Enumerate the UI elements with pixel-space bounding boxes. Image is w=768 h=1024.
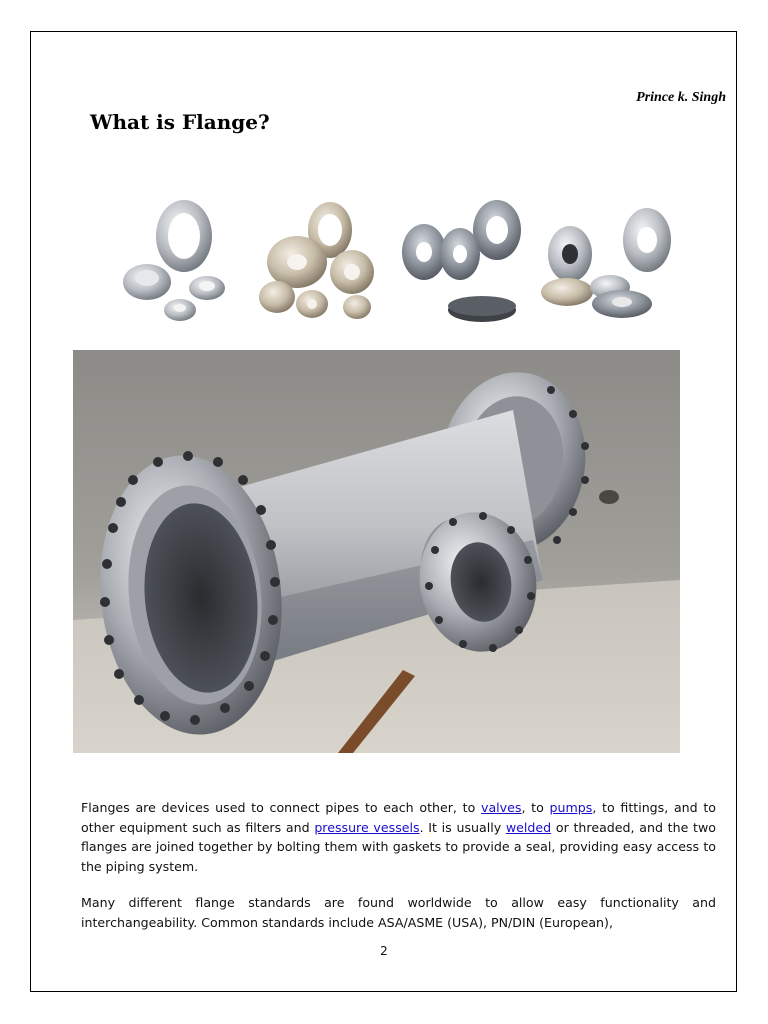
flange-products-image: [112, 192, 672, 332]
page-number: 2: [380, 944, 388, 958]
paragraph-1-text-5: or threaded, and the two flanges are joined together by bolting them with gaskets to provide a seal, providing easy access to the piping system.: [81, 819, 716, 874]
link-valves[interactable]: valves: [481, 800, 522, 815]
flange-group-2: [259, 202, 374, 319]
paragraph-1-text-3: , to fittings, and to other equipment such as filters and: [81, 800, 717, 835]
page-title: What is Flange?: [90, 110, 270, 134]
paragraph-1-text-1: Flanges are devices used to connect pipes to each other, to: [81, 800, 481, 815]
flange-group-3: [402, 200, 521, 322]
paragraph-1-text-4: . It is usually: [419, 819, 506, 835]
body-text: [81, 798, 716, 949]
flanged-tee-photo: [73, 350, 680, 753]
link-welded[interactable]: welded: [505, 819, 552, 835]
paragraph-1-text-2: , to: [521, 800, 550, 815]
link-pressure-vessels[interactable]: pressure vessels: [314, 819, 420, 835]
paragraph-2: Many different flange standards are found worldwide to allow easy functionality and interchangeability. Common standards include ASA/ASME (USA), PN/DIN (European),: [81, 895, 716, 930]
paragraph-1: [81, 798, 716, 876]
flange-group-4: [541, 208, 671, 318]
flange-group-1: [123, 200, 225, 321]
link-pumps[interactable]: pumps: [549, 800, 593, 815]
author-name: Prince k. Singh: [636, 90, 726, 105]
